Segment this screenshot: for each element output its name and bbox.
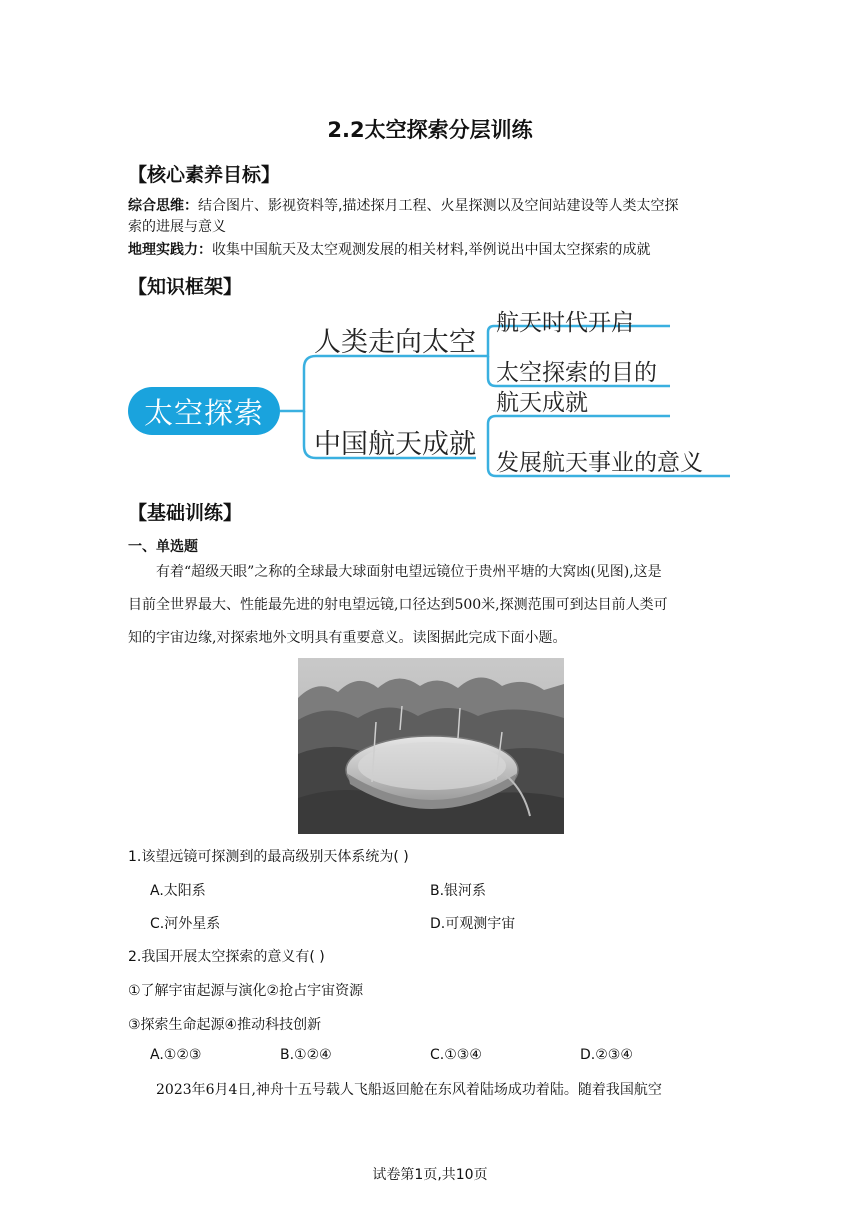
q1-option-b[interactable]: B.银河系 — [430, 883, 487, 899]
knowledge-mindmap — [128, 312, 738, 482]
goal-item-1-label: 综合思维： — [128, 198, 198, 214]
page-title: 2.2太空探索分层训练 — [327, 118, 533, 142]
section-heading-framework: 【知识框架】 — [128, 276, 243, 298]
goal-item-2 — [128, 240, 738, 261]
mindmap-leaf-2-2: 发展航天事业的意义 — [496, 450, 703, 476]
q1-option-c[interactable]: C.河外星系 — [150, 916, 221, 932]
q2-option-a[interactable]: A.①②③ — [150, 1047, 202, 1063]
q2-statement-1: ①了解宇宙起源与演化②抢占宇宙资源 — [128, 983, 364, 999]
mindmap-leaf-1-1: 航天时代开启 — [496, 310, 634, 336]
mindmap-leaf-1-2: 太空探索的目的 — [496, 360, 657, 386]
page-footer: 试卷第1页,共10页 — [372, 1167, 488, 1183]
goal-item-2-text: 收集中国航天及太空观测发展的相关材料,举例说出中国太空探索的成就 — [212, 242, 651, 258]
q2-option-b[interactable]: B.①②④ — [280, 1047, 332, 1063]
q2-statement-2: ③探索生命起源④推动科技创新 — [128, 1017, 322, 1033]
goal-item-1-text-cont: 索的进展与意义 — [128, 219, 226, 235]
mindmap-branch-2: 中国航天成就 — [314, 429, 476, 460]
q2-option-c[interactable]: C.①③④ — [430, 1047, 482, 1063]
q1-option-a[interactable]: A.太阳系 — [150, 883, 206, 899]
section-heading-core-goals: 【核心素养目标】 — [128, 164, 281, 186]
goal-item-1 — [128, 196, 738, 238]
passage-1-line-1: 有着“超级天眼”之称的全球最大球面射电望远镜位于贵州平塘的大窝凼(见图),这是 — [156, 564, 662, 580]
passage-2 — [128, 1074, 734, 1107]
single-choice-heading: 一、单选题 — [128, 539, 198, 555]
question-1-stem: 1.该望远镜可探测到的最高级别天体系统为( ) — [128, 849, 409, 865]
passage-1-line-2: 目前全世界最大、性能最先进的射电望远镜,口径达到500米,探测范围可到达目前人类可 — [128, 597, 668, 613]
q2-option-d[interactable]: D.②③④ — [580, 1047, 633, 1063]
passage-1 — [128, 556, 734, 655]
question-2-stem: 2.我国开展太空探索的意义有( ) — [128, 949, 325, 965]
mindmap-root: 太空探索 — [128, 387, 280, 435]
q1-option-d[interactable]: D.可观测宇宙 — [430, 916, 516, 932]
goal-item-1-text: 结合图片、影视资料等,描述探月工程、火星探测以及空间站建设等人类太空探 — [198, 198, 679, 214]
section-heading-basic-training: 【基础训练】 — [128, 502, 243, 524]
mindmap-leaf-2-1: 航天成就 — [496, 390, 588, 416]
fast-telescope-photo — [298, 658, 564, 834]
passage-2-line-1: 2023年6月4日,神舟十五号载人飞船返回舱在东风着陆场成功着陆。随着我国航空 — [156, 1082, 662, 1098]
passage-1-line-3: 知的宇宙边缘,对探索地外文明具有重要意义。读图据此完成下面小题。 — [128, 630, 567, 646]
mindmap-branch-1: 人类走向太空 — [314, 327, 476, 358]
goal-item-2-label: 地理实践力： — [128, 242, 212, 258]
